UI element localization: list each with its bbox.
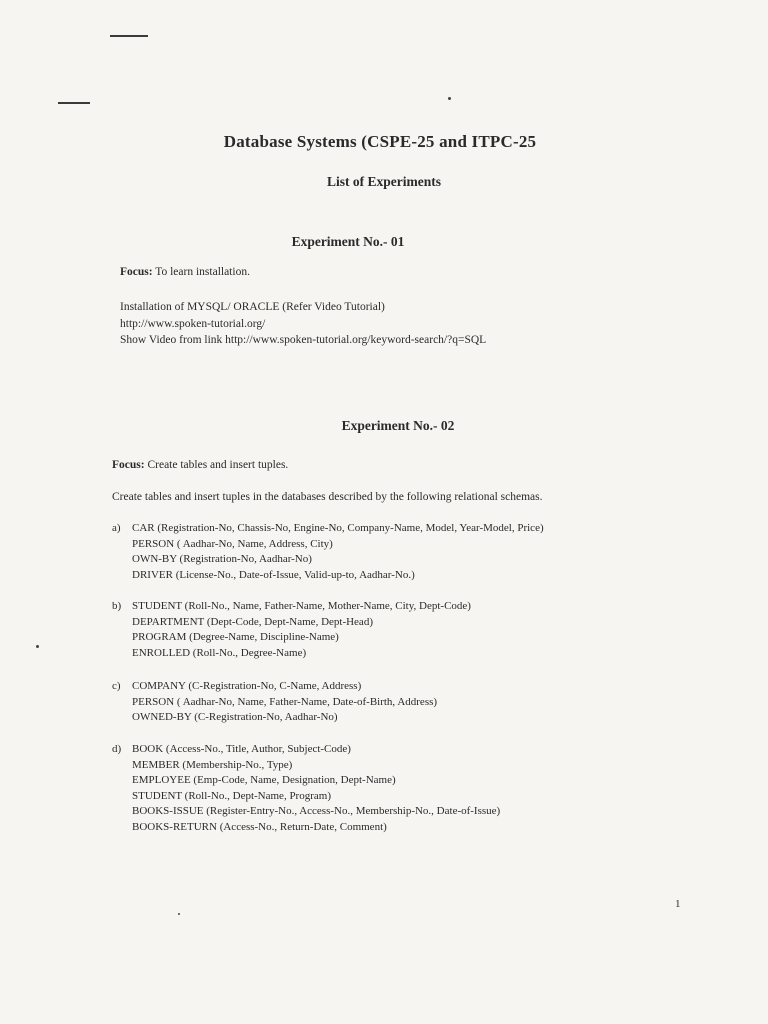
- schema-text: PERSON ( Aadhar-No, Name, Address, City): [132, 537, 333, 550]
- group-label: a): [112, 522, 121, 534]
- schema-text: DRIVER (License-No., Date-of-Issue, Valid-up-to, Aadhar-No.): [132, 568, 415, 581]
- scan-mark-left: [58, 102, 90, 104]
- experiment-2-focus: [112, 458, 288, 473]
- schema-text: PROGRAM (Degree-Name, Discipline-Name): [132, 631, 339, 643]
- group-label: d): [112, 743, 122, 755]
- focus-text: Create tables and insert tuples.: [147, 459, 289, 471]
- schema-text: BOOKS-ISSUE (Register-Entry-No., Access-No., Membership-No., Date-of-Issue): [132, 805, 501, 817]
- schema-text: MEMBER (Membership-No., Type): [132, 758, 293, 771]
- schema-text: PERSON ( Aadhar-No, Name, Father-Name, Date-of-Birth, Address): [132, 695, 438, 708]
- group-label: b): [112, 600, 122, 612]
- experiment-1-link: Show Video from link http://www.spoken-tutorial.org/keyword-search/?q=SQL: [120, 334, 487, 346]
- speck: [36, 645, 39, 648]
- schema-text: OWNED-BY (C-Registration-No, Aadhar-No): [132, 711, 338, 723]
- speck: [448, 97, 451, 100]
- schema-text: ENROLLED (Roll-No., Degree-Name): [132, 646, 307, 659]
- document-subtitle: List of Experiments: [327, 174, 441, 189]
- schema-text: EMPLOYEE (Emp-Code, Name, Designation, Dept-Name): [132, 774, 396, 786]
- group-label: c): [112, 680, 121, 692]
- schema-text: OWN-BY (Registration-No, Aadhar-No): [132, 553, 312, 565]
- focus-label: Focus:: [120, 266, 153, 278]
- experiment-1-link: http://www.spoken-tutorial.org/: [120, 318, 266, 330]
- schema-text: STUDENT (Roll-No., Dept-Name, Program): [132, 789, 331, 802]
- schema-text: STUDENT (Roll-No., Name, Father-Name, Mother-Name, City, Dept-Code): [132, 600, 471, 612]
- experiment-1-focus: [120, 265, 250, 280]
- schema-text: CAR (Registration-No, Chassis-No, Engine-No, Company-Name, Model, Year-Model, Price): [132, 522, 544, 534]
- page-number: 1: [675, 898, 681, 910]
- schema-text: BOOKS-RETURN (Access-No., Return-Date, Comment): [132, 820, 387, 833]
- experiment-1-heading: Experiment No.- 01: [291, 234, 405, 249]
- schema-text: DEPARTMENT (Dept-Code, Dept-Name, Dept-Head): [132, 615, 373, 628]
- focus-label: Focus:: [112, 459, 145, 471]
- focus-text: To learn installation.: [155, 266, 250, 278]
- speck: [178, 913, 180, 915]
- experiment-2-heading: Experiment No.- 02: [341, 418, 455, 433]
- schema-text: BOOK (Access-No., Title, Author, Subject-Code): [132, 743, 351, 755]
- document-title: Database Systems (CSPE-25 and ITPC-25: [223, 132, 537, 151]
- scan-mark-top: [110, 35, 148, 37]
- schema-text: COMPANY (C-Registration-No, C-Name, Address): [132, 680, 362, 692]
- experiment-2-intro: Create tables and insert tuples in the databases described by the following relational schemas.: [112, 491, 543, 503]
- experiment-1-line: Installation of MYSQL/ ORACLE (Refer Video Tutorial): [120, 301, 385, 313]
